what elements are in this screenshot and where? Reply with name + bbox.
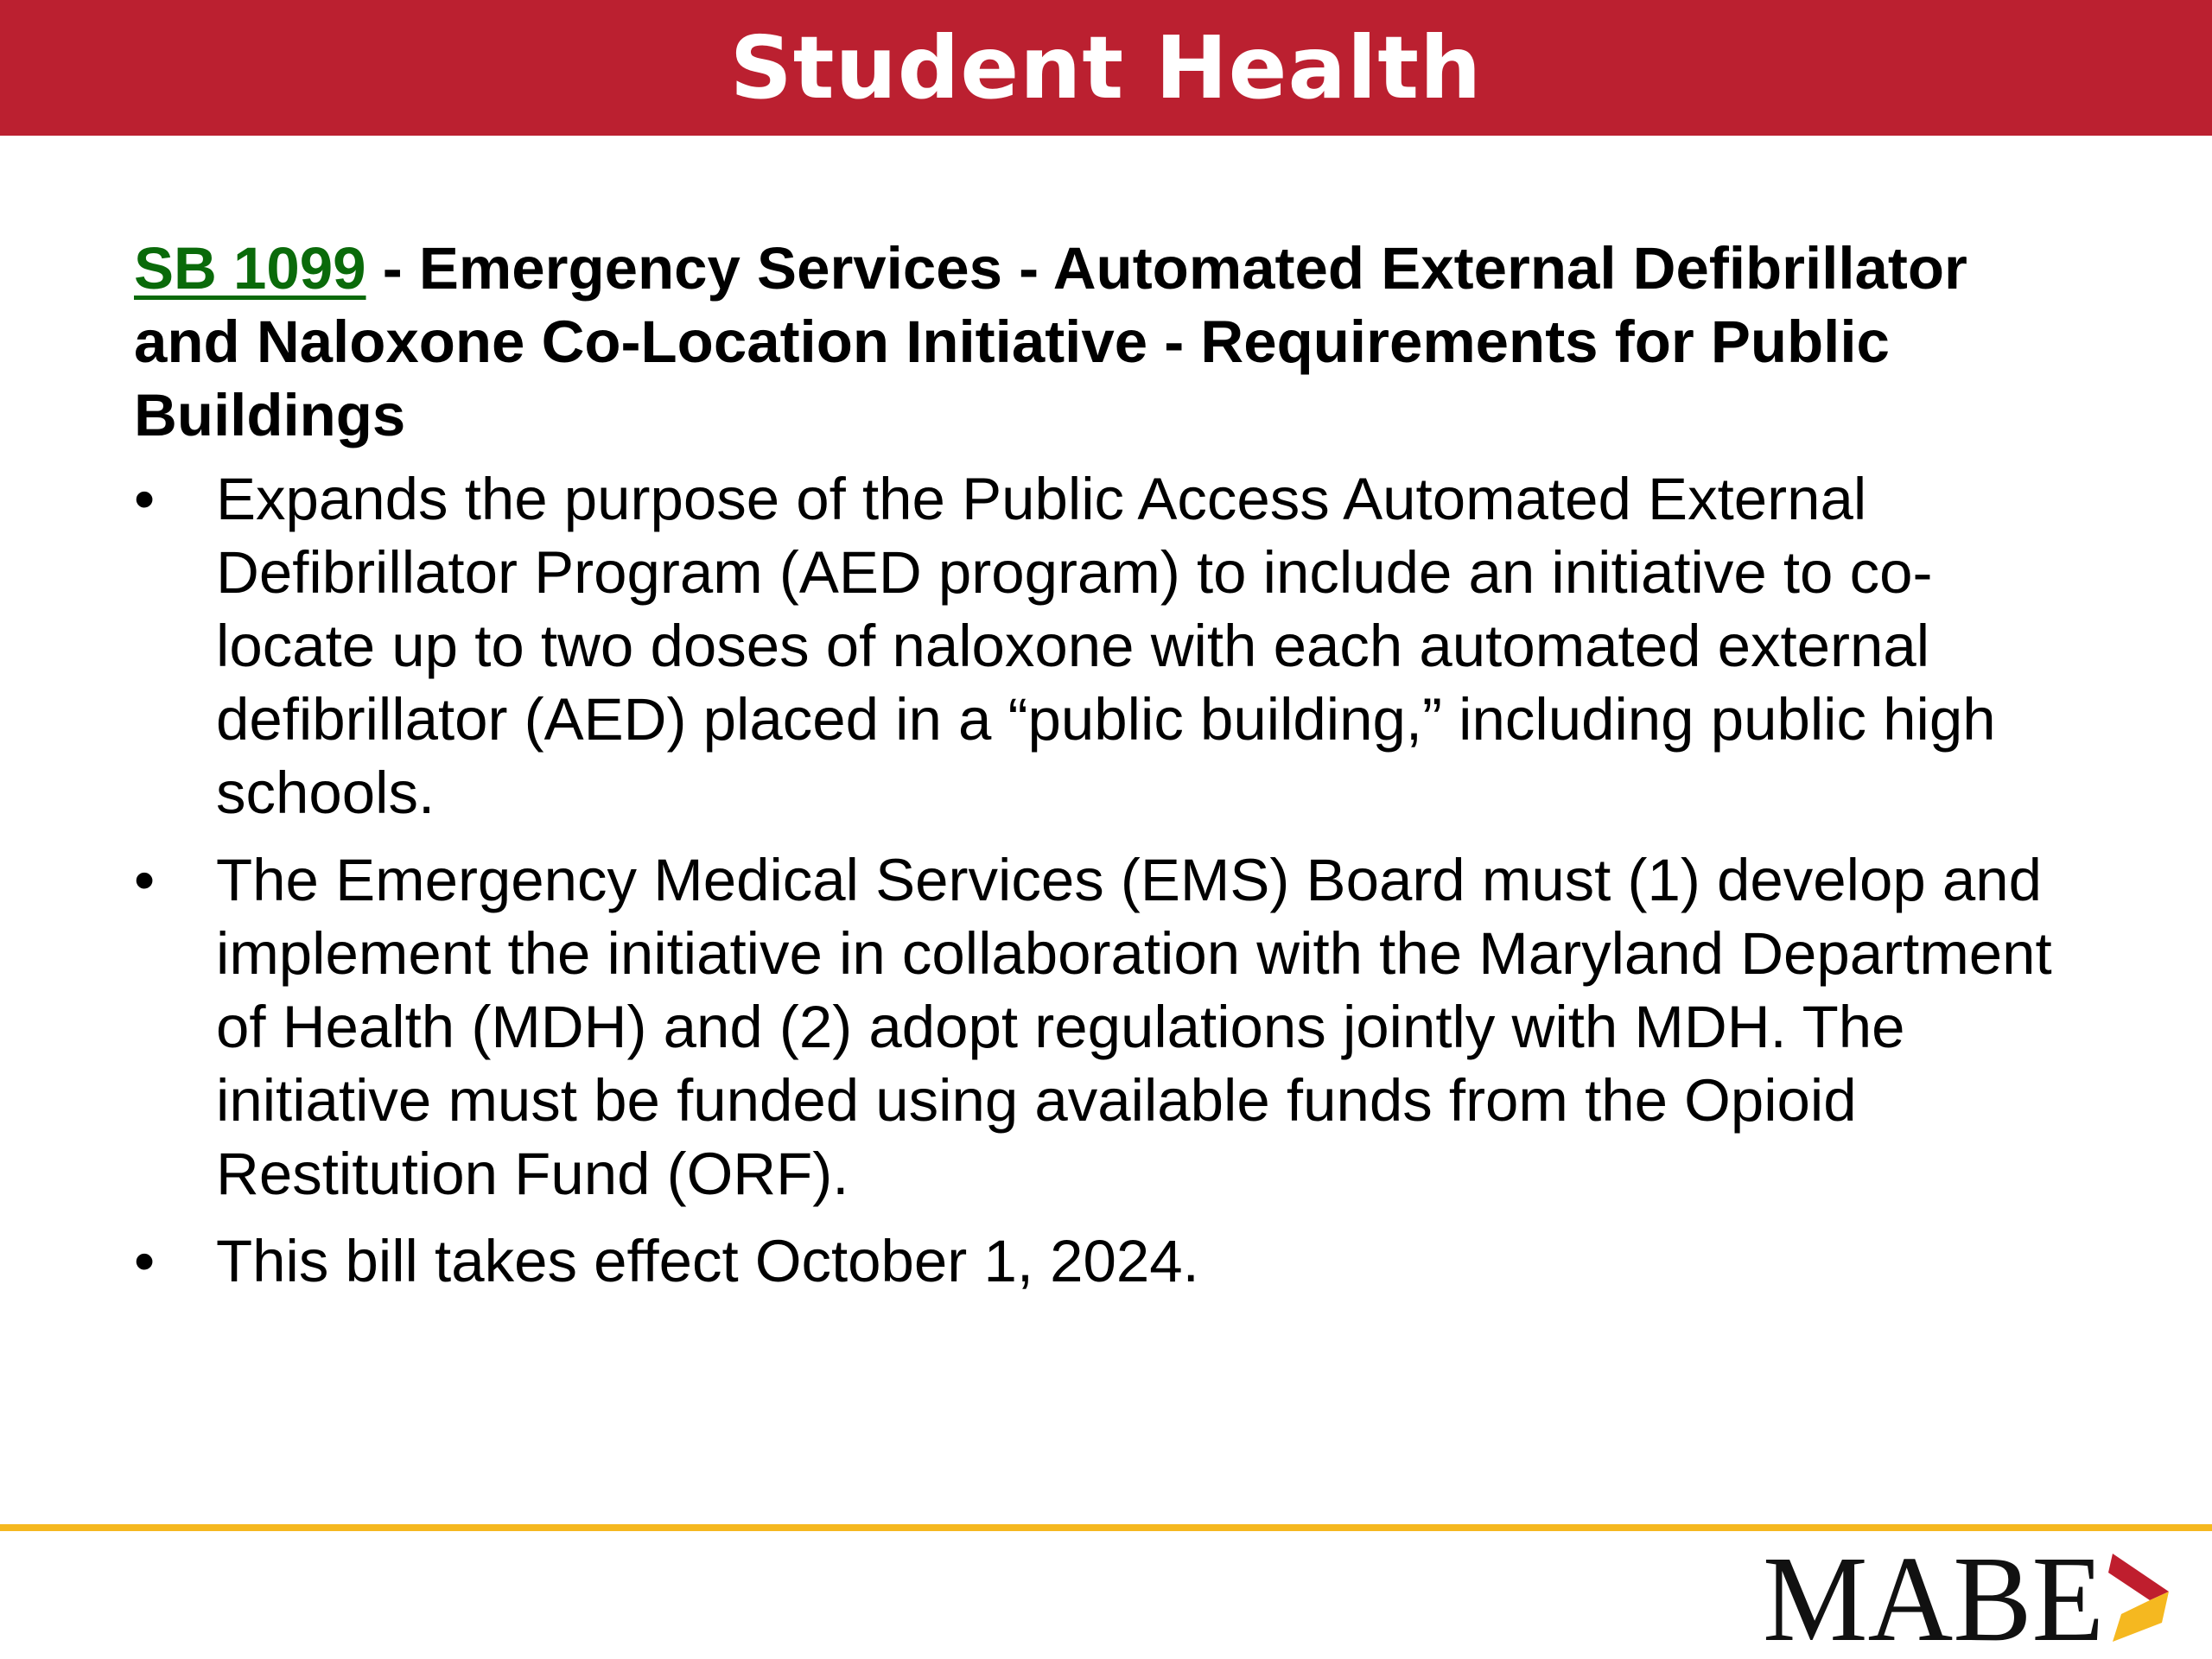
slide-title: Student Health	[729, 17, 1483, 118]
list-item	[134, 462, 2065, 830]
bullet-text: The Emergency Medical Services (EMS) Board must (1) develop and implement the initiative in collaboration with the Maryland Department of Health (MDH) and (2) adopt regulations jointly with MDH. The initiative must be funded using available funds from the Opioid Restitution Fund (ORF).	[216, 847, 2052, 1207]
list-item	[134, 1224, 2065, 1298]
slide-content	[134, 232, 2087, 1312]
bill-link[interactable]: SB 1099	[134, 235, 366, 302]
logo-text: MABE	[1763, 1547, 2104, 1646]
bullet-text: Expands the purpose of the Public Access Automated External Defibrillator Program (AED program) to include an initiative to co-locate up to two doses of naloxone with each automated external defibrillator (AED) placed in a “public building,” including public high schools.	[216, 466, 1996, 826]
bullet-marker: •	[134, 466, 156, 532]
footer-divider	[0, 1524, 2212, 1531]
bill-title: - Emergency Services - Automated External Defibrillator and Naloxone Co-Location Initiative - Requirements for Public Buildings	[134, 235, 1967, 448]
logo-arrow-red-icon	[2108, 1554, 2169, 1600]
logo-arrow-gold-icon	[2113, 1592, 2169, 1642]
list-item	[134, 843, 2065, 1211]
bill-heading	[134, 232, 2087, 452]
slide-header	[0, 0, 2212, 136]
bullet-text: This bill takes effect October 1, 2024.	[216, 1228, 1199, 1294]
mabe-logo	[1763, 1547, 2177, 1646]
bullet-marker: •	[134, 847, 156, 913]
bullet-list	[134, 462, 2087, 1298]
bullet-marker: •	[134, 1228, 156, 1294]
